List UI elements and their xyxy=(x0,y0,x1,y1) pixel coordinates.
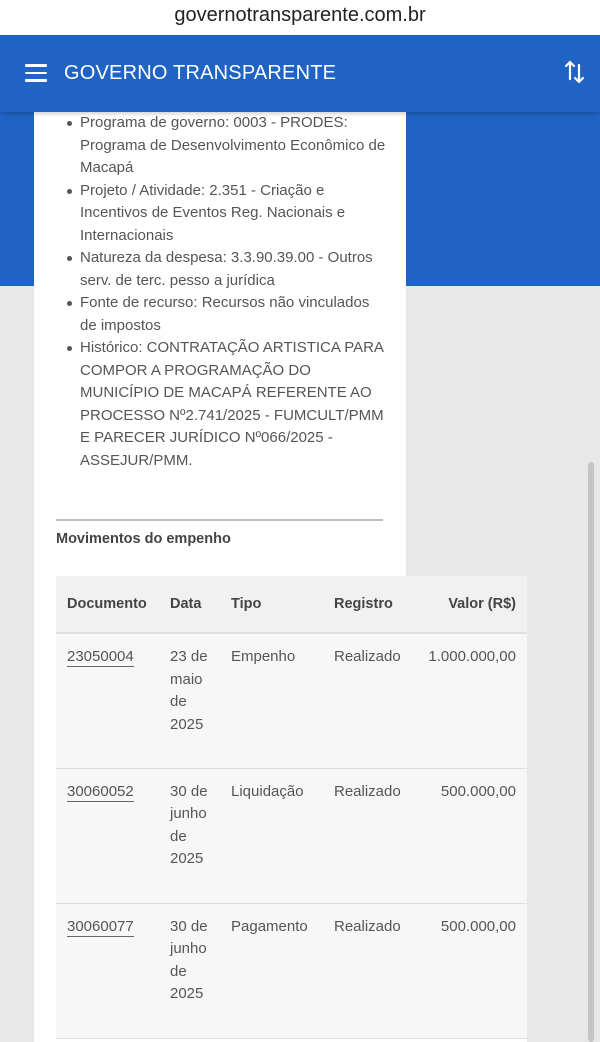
movimentos-table-wrapper xyxy=(56,576,527,1039)
table-row xyxy=(56,768,527,903)
valor-cell: 500.000,00 xyxy=(411,768,527,903)
data-cell: 23 de maio de 2025 xyxy=(170,648,208,733)
detail-projeto: Projeto / Atividade: 2.351 - Criação e Incentivos de Eventos Reg. Nacionais e Internacionais xyxy=(80,180,390,248)
col-registro[interactable]: Registro xyxy=(323,576,411,633)
detail-natureza: Natureza da despesa: 3.3.90.39.00 - Outros serv. de terc. pesso a jurídica xyxy=(80,247,390,292)
table-header-row xyxy=(56,576,527,633)
documento-link[interactable]: 30060052 xyxy=(67,782,134,800)
data-cell: 30 de junho de 2025 xyxy=(170,917,208,1002)
movimentos-table xyxy=(56,576,527,1039)
col-data[interactable]: Data xyxy=(159,576,220,633)
section-divider xyxy=(56,519,383,521)
detail-historico: Histórico: CONTRATAÇÃO ARTISTICA PARA COMPOR A PROGRAMAÇÃO DO MUNICÍPIO DE MACAPÁ REFERENTE AO PROCESSO Nº2.741/2025 - FUMCULT/PMM E PARECER JURÍDICO Nº066/2025 - ASSEJUR/PMM. xyxy=(80,337,390,472)
hamburger-menu-icon[interactable] xyxy=(25,64,47,82)
detail-fonte: Fonte de recurso: Recursos não vinculados de impostos xyxy=(80,292,390,337)
app-bar xyxy=(0,35,600,112)
tipo-cell: Empenho xyxy=(220,633,323,768)
col-valor[interactable]: Valor (R$) xyxy=(411,576,527,633)
documento-link[interactable]: 23050004 xyxy=(67,648,134,665)
table-row xyxy=(56,633,527,768)
col-tipo[interactable]: Tipo xyxy=(220,576,323,633)
col-documento[interactable]: Documento xyxy=(56,576,159,633)
valor-cell: 500.000,00 xyxy=(411,903,527,1038)
registro-cell: Realizado xyxy=(323,768,411,903)
detail-programa: Programa de governo: 0003 - PRODES: Programa de Desenvolvimento Econômico de Macapá xyxy=(80,112,390,180)
empenho-details-list xyxy=(80,112,390,472)
tipo-cell: Pagamento xyxy=(220,903,323,1038)
table-row xyxy=(56,903,527,1038)
movimentos-title: Movimentos do empenho xyxy=(56,531,231,547)
sort-arrows-icon[interactable] xyxy=(563,59,587,85)
tipo-cell: Liquidação xyxy=(220,768,323,903)
app-title: GOVERNO TRANSPARENTE xyxy=(64,62,337,84)
browser-url-bar[interactable] xyxy=(0,0,600,35)
url-text: governotransparente.com.br xyxy=(174,4,426,26)
registro-cell: Realizado xyxy=(323,903,411,1038)
registro-cell: Realizado xyxy=(323,633,411,768)
data-cell: 30 de junho de 2025 xyxy=(170,782,208,867)
documento-link[interactable]: 30060077 xyxy=(67,917,134,935)
valor-cell: 1.000.000,00 xyxy=(411,633,527,768)
page-scrollbar[interactable] xyxy=(588,462,594,1042)
